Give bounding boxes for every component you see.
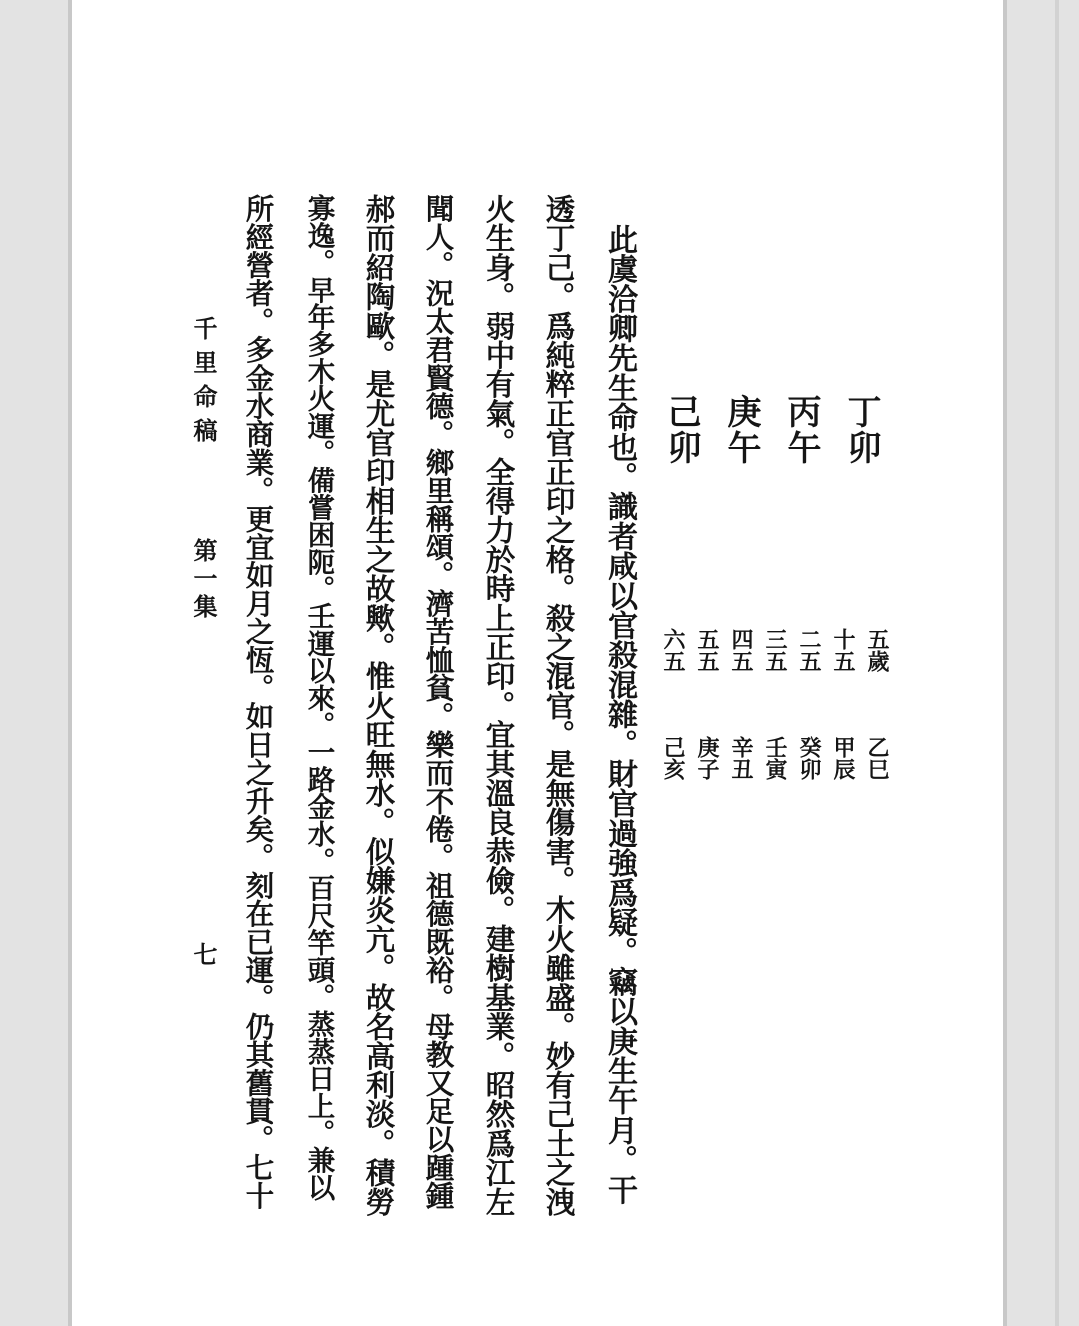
body-text-column: 所經營者。多金水商業。更宜如月之恆。如日之升矣。刻在已運。仍其舊貫。七十 [241,194,276,1210]
pillar-day: 庚午 [721,394,761,466]
luck-age: 五歲 [864,628,890,672]
page-number: 七 [189,942,218,966]
pillar-hour: 己卯 [661,394,701,466]
viewer-scrollbar-track[interactable] [1003,0,1079,1326]
book-page [76,0,1003,1326]
luck-ganzhi: 壬寅 [762,736,788,780]
pillar-month: 丙午 [781,394,821,466]
luck-age: 五五 [694,628,720,672]
pillar-year: 丁卯 [841,394,881,466]
body-text-column: 聞人。況太君賢德。鄉里稱頌。濟苦恤貧。樂而不倦。祖德既裕。母教又足以踵鍾 [421,194,456,1210]
viewer-background-left [0,0,72,1326]
body-text-column: 此虞洽卿先生命也。識者咸以官殺混雜。財官過強爲疑。竊以庚生午月。干 [602,224,637,1205]
luck-ganzhi: 癸卯 [796,736,822,780]
luck-age: 二五 [796,628,822,672]
luck-ganzhi: 乙巳 [864,736,890,780]
body-text-column: 郝而紹陶歐。是尤官印相生之故歟。惟火旺無水。似嫌炎亢。故名高利淡。積勞 [361,194,397,1217]
volume-label: 第一集 [189,538,218,622]
luck-age: 三五 [762,628,788,672]
body-text-column: 寡逸。早年多木火運。備嘗困阨。壬運以來。一路金水。百尺竿頭。蒸蒸日上。兼以 [302,194,335,1201]
luck-ganzhi: 甲辰 [830,736,856,780]
book-title: 千里命稿 [189,316,218,452]
body-text-column: 火生身。弱中有氣。全得力於時上正印。宜其溫良恭儉。建樹基業。昭然爲江左 [481,194,517,1217]
luck-ganzhi: 辛丑 [728,736,754,780]
luck-age: 四五 [728,628,754,672]
luck-age: 六五 [660,628,686,672]
luck-ganzhi: 己亥 [660,736,686,780]
luck-ganzhi: 庚子 [694,736,720,780]
luck-age: 十五 [830,628,856,672]
body-text-column: 透丁己。爲純粹正官正印之格。殺之混官。是無傷害。木火雖盛。妙有己土之洩 [541,194,577,1217]
